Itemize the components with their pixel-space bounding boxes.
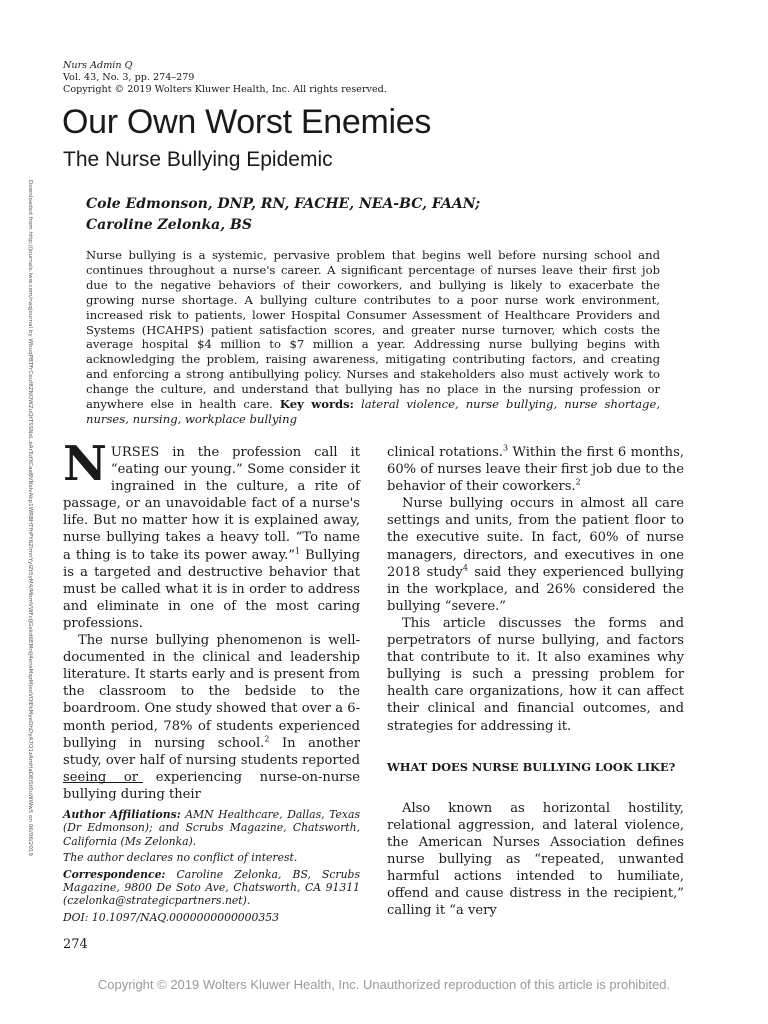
body-text: said they experienced bullying in the workplace, and 26% considered the bullying “severe.” [387, 564, 685, 614]
author-1: Cole Edmonson, DNP, RN, FACHE, NEA-BC, FAAN; [86, 196, 481, 212]
reference-marker: 3 [502, 443, 509, 453]
copyright-footer: Copyright © 2019 Wolters Kluwer Health, Inc. Unauthorized reproduction of this article is prohibited. [97, 977, 671, 992]
reference-marker: 2 [264, 734, 270, 744]
affiliations-label: Author Affiliations: [63, 808, 181, 821]
correspondence-label: Correspondence: [63, 867, 166, 881]
body-text: Bullying is a targeted and destructive behavior that must be called what it is in order to address and eliminate in one of the most caring professions. [63, 547, 360, 631]
body-column-left [63, 436, 360, 803]
article-subtitle: The Nurse Bullying Epidemic [63, 148, 333, 171]
keywords: lateral violence, nurse bullying, nurse shortage, nurses, nursing, workplace bullying [86, 397, 661, 426]
body-text: In another study, over half of nursing students reported seeing or experiencing nurse-on-nurse bullying during their [63, 735, 360, 802]
body-text: The nurse bullying phenomenon is well-documented in the clinical and leadership literature. It starts early and is present from the classroom to the bedside to the boardroom. One study showed that over a 6-month period, 78% of students experienced bullying in nursing school. [63, 633, 360, 751]
download-watermark-text: Downloaded from http://journals.lww.com/naqjournal by WbuqPBTFrCouf8ZNQWZuQtTSSNsL.oArTufXCaeBVNslvAkp1WRBHTfhPY6ZlmnYyIZt5yM4/MbmVWFcIJGxkd6EMnlJ4ensMqzMjeoVOlEkMyeDhDyA7Q1zAmHaDEiSt0uWWw5 on 06/06/2019 [27, 180, 33, 856]
body-paragraph [387, 444, 684, 495]
body-text: Nurse bullying occurs in almost all care settings and units, from the patient floor to the executive suite. In fact, 60% of nurse managers, directors, and executives in one 2018 study [387, 496, 684, 580]
keywords-label: Key words: [279, 397, 354, 412]
reference-marker: 4 [462, 563, 468, 573]
page-number: 274 [63, 937, 88, 952]
section-heading: WHAT DOES NURSE BULLYING LOOK LIKE? [387, 759, 676, 774]
body-paragraph [63, 632, 360, 803]
body-paragraph [387, 495, 684, 615]
affiliations-text: AMN Healthcare, Dallas, Texas (Dr Edmonson); and Scrubs Magazine, Chatsworth, California (Ms Zelonka). [63, 808, 360, 848]
body-text: clinical rotations. [387, 445, 503, 460]
author-affiliations [63, 808, 360, 927]
body-paragraph [63, 436, 360, 632]
body-paragraph: This article discusses the forms and perpetrators of nurse bullying, and factors that contribute to it. It also examines why bullying is such a pressing problem for health care organizations, how it can affect their clinical and financial outcomes, and strategies for addressing it. [387, 615, 684, 734]
journal-name: Nurs Admin Q [63, 60, 133, 71]
abstract-text: Nurse bullying is a systemic, pervasive problem that begins well before nursing school and continues throughout a nurse's career. A significant percentage of nurses leave their first job due to the negative behaviors of their coworkers, and bullying is likely to exacerbate the growing nurse shortage. A bullying culture contributes to a poor nurse work environment, increased risk to patients, lower Hospital Consumer Assessment of Healthcare Providers and Systems (HCAHPS) patient satisfaction scores, and greater nurse turnover, which costs the average hospital $4 million to $7 million a year. Addressing nurse bullying begins with acknowledging the problem, raising awareness, mitigating contributing factors, and creating and enforcing a strong antibullying policy. Nurses and stakeholders also must actively work to change the culture, and understand that bullying has no place in the nursing profession or anywhere else in health care. [86, 248, 660, 412]
article-title: Our Own Worst Enemies [62, 103, 432, 141]
affiliations-note [63, 808, 360, 848]
conflict-note: The author declares no conflict of interest. [63, 851, 298, 865]
body-text: URSES in the profession call it “eating our young.” Some consider it ingrained in the culture, a rite of passage, or an unavoidable fact of a nurse's life. But no matter how it is explained away, nurse bullying takes a heavy toll. “To name a thing is to take its power away.” [63, 445, 360, 563]
reference-marker: 2 [575, 477, 581, 487]
journal-header [63, 60, 623, 96]
doi: DOI: 10.1097/NAQ.0000000000000353 [63, 910, 280, 924]
correspondence-text: Caroline Zelonka, BS, Scrubs Magazine, 9800 De Soto Ave, Chatsworth, CA 91311 (czelonka@strategicpartners.net). [63, 867, 360, 908]
volume-info: Vol. 43, No. 3, pp. 274–279 [63, 72, 195, 83]
author-list [86, 194, 646, 236]
drop-cap: N [63, 436, 107, 492]
header-copyright: Copyright © 2019 Wolters Kluwer Health, Inc. All rights reserved. [63, 84, 387, 95]
reference-marker: 1 [294, 546, 301, 556]
body-column-right [387, 444, 684, 919]
download-watermark [24, 180, 38, 870]
footnote-rule [63, 782, 143, 783]
body-text: Within the first 6 months, 60% of nurses leave their first job due to the behavior of their coworkers. [387, 445, 684, 495]
correspondence-note [63, 868, 360, 908]
body-paragraph: Also known as horizontal hostility, relational aggression, and lateral violence, the American Nurses Association defines nurse bullying as “repeated, unwanted harmful actions intended to humiliate, offend and cause distress in the recipient,” calling it “a very [387, 800, 684, 919]
abstract [86, 248, 660, 427]
author-2: Caroline Zelonka, BS [86, 217, 252, 233]
